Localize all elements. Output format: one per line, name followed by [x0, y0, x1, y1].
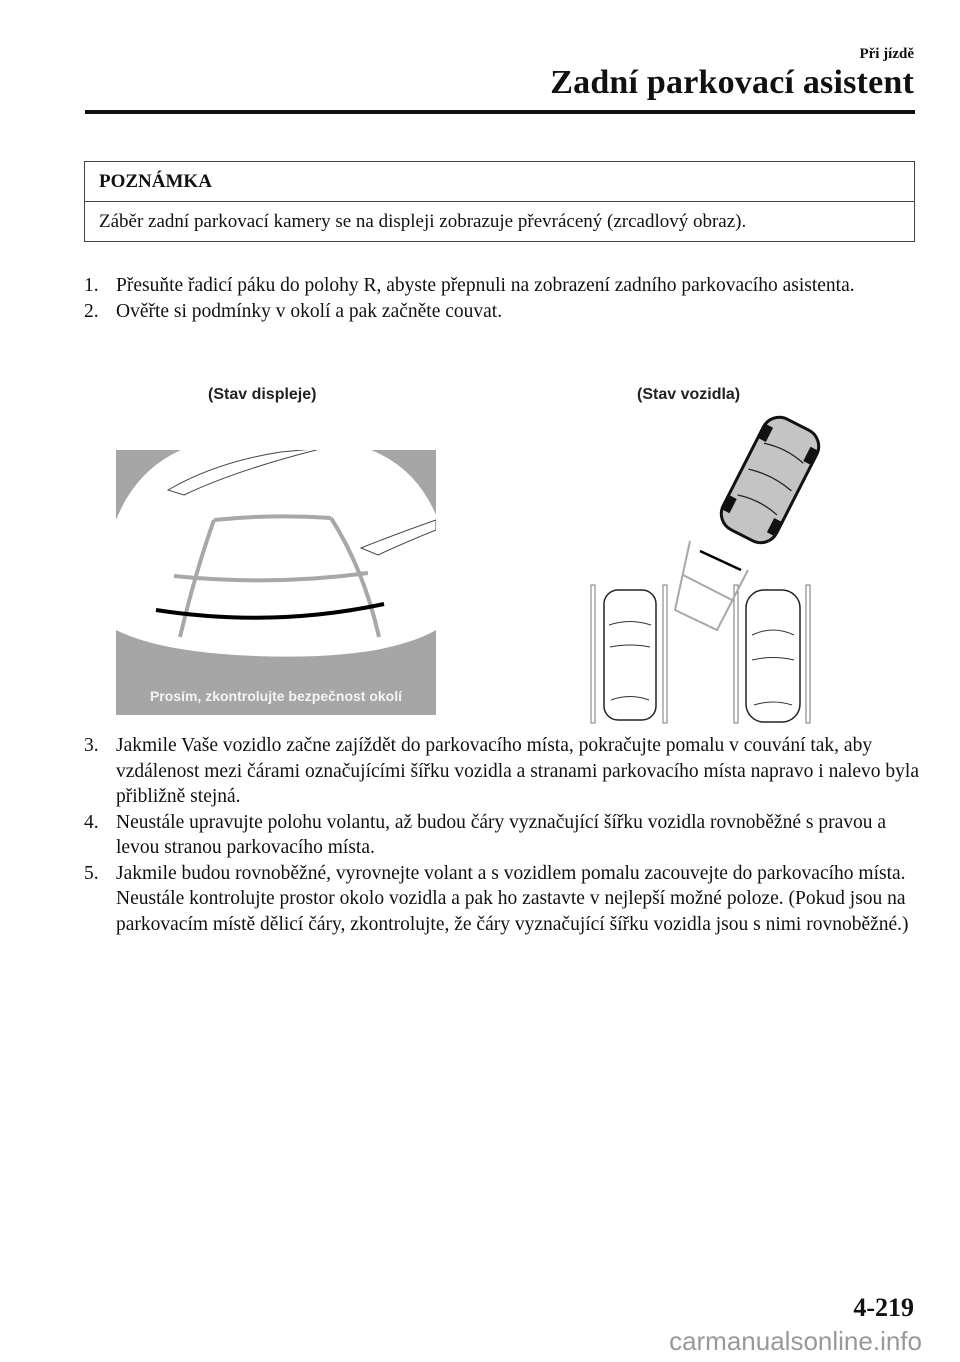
vehicle-state-illustration [580, 415, 860, 725]
parked-car-right [746, 590, 800, 722]
note-box [84, 161, 915, 242]
step-item [84, 299, 924, 325]
parking-line [591, 585, 595, 723]
projected-distance-line [700, 551, 741, 570]
parking-line [806, 585, 810, 723]
parking-line [734, 585, 738, 723]
step-text: Ověřte si podmínky v okolí a pak začněte couvat. [116, 300, 503, 322]
title-rule [85, 110, 915, 114]
steps-list-bottom [84, 733, 924, 937]
step-item [84, 861, 924, 938]
note-heading: POZNÁMKA [85, 162, 914, 202]
curb-stripe-left [168, 450, 324, 495]
step-number: 4. [84, 811, 99, 833]
curb-stripe-right [361, 520, 436, 555]
page-title: Zadní parkovací asistent [550, 64, 914, 101]
rear-camera-display-illustration [116, 450, 436, 715]
display-mask-top-right [371, 450, 436, 515]
step-text: Jakmile budou rovnoběžné, vyrovnejte volant a s vozidlem pomalu zacouvejte do parkovacího místa. Neustále kontrolujte prostor okolo vozidla a pak ho zastavte v nejlepší možné poloze. (Pokud jsou na parkovacím místě dělicí čáry, zkontrolujte, že čáry vyznačující šířku vozidla jsou s nimi rovnoběžné.) [116, 862, 909, 935]
note-text: Záběr zadní parkovací kamery se na displeji zobrazuje převrácený (zrcadlový obraz). [99, 211, 747, 232]
step-text: Jakmile Vaše vozidlo začne zajíždět do parkovacího místa, pokračujte pomalu v couvání tak, aby vzdálenost mezi čárami označujícími šířku vozidla a stranami parkovacího místa napravo i nalevo byla přibližně stejná. [116, 735, 920, 807]
step-number: 3. [84, 735, 99, 756]
step-number: 1. [84, 275, 99, 296]
watermark-link[interactable]: carmanualsonline.info [669, 1326, 922, 1356]
display-message: Prosím, zkontrolujte bezpečnost okolí [149, 688, 403, 704]
step-item [84, 810, 924, 861]
step-text: Neustále upravujte polohu volantu, až budou čáry vyznačující šířku vozidla rovnoběžné s pravou a levou stranou parkovacího místa. [116, 811, 887, 858]
step-number: 5. [84, 862, 99, 884]
display-caption: (Stav displeje) [208, 386, 317, 403]
guide-top [214, 516, 331, 520]
step-item [84, 733, 924, 810]
parking-line [663, 585, 667, 723]
steps-list-top [84, 273, 924, 324]
display-mask-top-left [116, 450, 181, 520]
distance-guide-line [156, 604, 384, 618]
step-number: 2. [84, 300, 99, 322]
step-item [84, 273, 924, 299]
guide-middle [174, 573, 368, 580]
page-number: 4-219 [853, 1293, 914, 1322]
reversing-car [715, 415, 825, 549]
parked-car-left [604, 590, 656, 720]
step-text: Přesuňte řadicí páku do polohy R, abyste přepnuli na zobrazení zadního parkovacího asistenta. [116, 275, 855, 296]
vehicle-caption: (Stav vozidla) [637, 386, 741, 403]
section-label: Při jízdě [859, 46, 914, 62]
